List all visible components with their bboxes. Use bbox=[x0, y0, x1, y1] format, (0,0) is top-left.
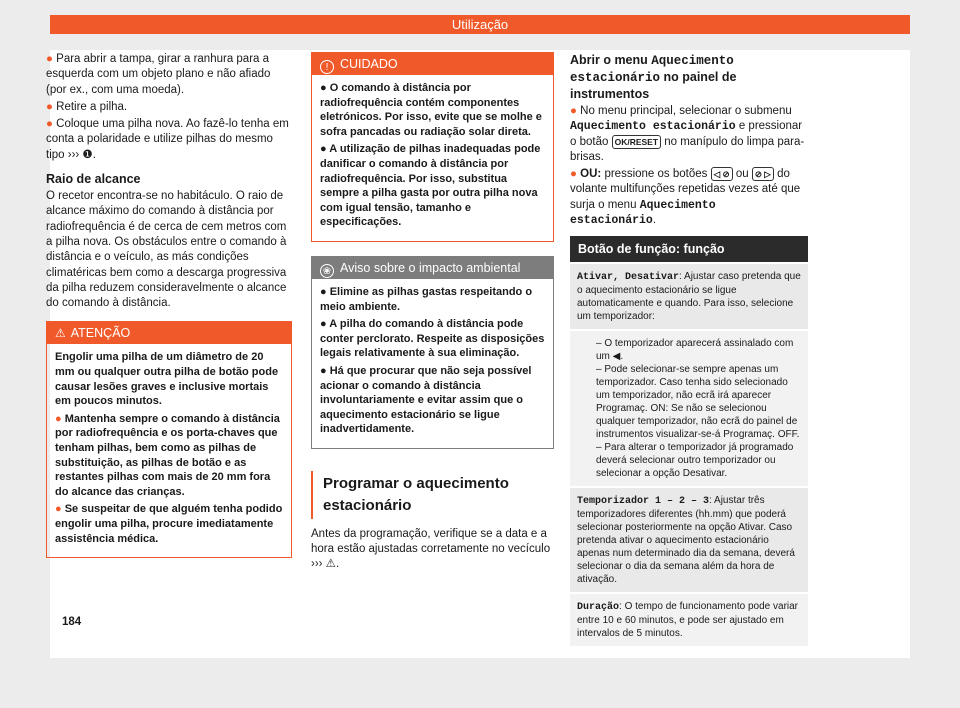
menu-bullet-1: ● No menu principal, selecionar o submenu Aquecimento estacionário e pressionar o botão OK/RESET no manípulo do limpa para-brisas. bbox=[570, 105, 805, 163]
caution-bullet: ● O comando à distância por radiofrequência contém componentes eletrónicos. Por isso, evite que se molhe e sofra pancadas ou radiação solar direta. bbox=[320, 82, 542, 138]
section-paragraph: Antes da programação, verifique se a data e a hora estão ajustadas corretamente no vecículo ››› ⚠. bbox=[311, 527, 551, 571]
bullet-dot-icon: ● bbox=[570, 168, 581, 181]
warning-bullet: ● Mantenha sempre o comando à distância por radiofrequência e os porta-chaves que tenham pilhas, bem como as pilhas de substituição, as pilhas de botão e as restantes pilhas com mais de 20 mm fora do alcance das crianças. bbox=[55, 412, 280, 498]
warning-bullet: ● Se suspeitar de que alguém tenha podido engolir uma pilha, procure imediatamente assistência médica. bbox=[55, 503, 283, 545]
table-row: Ativar, Desativar: Ajustar caso pretenda que o aquecimento estacionário se ligue automaticamente e quando. Para isso, selecione um temporizador: bbox=[570, 264, 808, 329]
table-row: Duração: O tempo de funcionamento pode variar entre 10 e 60 minutos, e pode ser ajustado em intervalos de 5 minutos. bbox=[570, 594, 808, 646]
environment-header: ❀ Aviso sobre o impacto ambiental bbox=[312, 257, 553, 279]
header-title: Utilização bbox=[451, 17, 509, 32]
bullet-dot-icon: ● bbox=[570, 105, 581, 117]
column-right bbox=[570, 52, 808, 646]
section-title: Programar o aquecimento estacionário bbox=[311, 471, 554, 519]
menu-bullet-2: ● OU: pressione os botões ◁ ⊘ ou ⊘ ▷ do volante multifunções repetidas vezes até que surja o menu Aquecimento estacionário. bbox=[570, 168, 801, 228]
environment-box bbox=[311, 256, 554, 449]
bullet-dot-icon: ● bbox=[55, 503, 65, 516]
function-table-header: Botão de função: função bbox=[570, 236, 808, 262]
caution-header: ! CUIDADO bbox=[312, 53, 553, 75]
bullet-dot-icon: ● bbox=[55, 412, 65, 425]
bullet-dot-icon: ● bbox=[46, 53, 57, 65]
left-button-icon: ◁ ⊘ bbox=[711, 167, 733, 181]
page-header bbox=[50, 15, 910, 34]
column-middle bbox=[311, 52, 554, 575]
warning-triangle-icon: ⚠ bbox=[55, 326, 66, 341]
info-circle-icon: ! bbox=[320, 60, 334, 74]
warning-intro: Engolir uma pilha de um diâmetro de 20 mm ou qualquer outra pilha de botão pode causar lesões graves e inclusive mortais em poucos minutos. bbox=[55, 351, 279, 408]
bullet-dot-icon: ● bbox=[46, 100, 57, 113]
table-row: – O temporizador aparecerá assinalado com um ◀. – Pode selecionar-se sempre apenas um temporizador. Caso tenha sido selecionado um temporizador, não ecrã irá aparecer Programaç. ON: Se não se selecionou qualquer temporizador, não ecrã do painel de instrumentos visualizar-se-á Programaç. OFF. – Para alterar o temporizador já programado deverá selecionar outro temporizador ou selecionar a opção Desativar. bbox=[570, 331, 808, 486]
env-bullet: ● Há que procurar que não seja possível acionar o comando à distância involuntariamente e evitar assim que o aquecimento estacionário se ligue inadvertidamente. bbox=[320, 364, 532, 436]
warning-box bbox=[46, 321, 292, 558]
right-button-icon: ⊘ ▷ bbox=[752, 167, 774, 181]
caution-box bbox=[311, 52, 554, 242]
ok-reset-key-icon: OK/RESET bbox=[612, 135, 661, 149]
table-row: Temporizador 1 – 2 – 3: Ajustar três temporizadores diferentes (hh.mm) que poderá selecionar posteriormente na opção Ativar. Caso pretenda ativar o aquecimento estacionário apenas num determinado dia da semana, deverá selecionar o dia da semana além da hora de ativação. bbox=[570, 488, 808, 592]
menu-heading: Abrir o menu Aquecimento estacionário no painel de instrumentos bbox=[570, 53, 737, 101]
page-number: 184 bbox=[62, 616, 82, 628]
warning-header: ⚠ ATENÇÃO bbox=[47, 322, 291, 344]
column-left bbox=[46, 52, 292, 558]
bullet-dot-icon: ● bbox=[46, 118, 57, 131]
env-bullet: ● A pilha do comando à distância pode conter perclorato. Respeite as disposições legais relativamente à sua eliminação. bbox=[320, 318, 545, 360]
bullet-insert-battery: ● Coloque uma pilha nova. Ao fazê-lo tenha em conta a polaridade e utilize pilhas do mesmo tipo ››› ❶. bbox=[46, 118, 289, 161]
env-bullet: ● Elimine as pilhas gastas respeitando o meio ambiente. bbox=[320, 285, 533, 313]
range-paragraph: O recetor encontra-se no habitáculo. O raio de alcance máximo do comando à distância por radiofrequência é de cerca de cem metros com a pilha nova. Os obstáculos entre o comando à distância e o veículo, as más condições climatéricas bem como a descarga progressiva da pilha reduzem consideravelmente o alcance do comando à distância. bbox=[46, 190, 287, 310]
caution-bullet: ● A utilização de pilhas inadequadas pode danificar o comando à distância por radiofrequência. Por isso, substitua sempre a pilha gasta por outra pilha nova com igual tensão, tamanho e especificações. bbox=[320, 143, 541, 229]
leaf-icon: ❀ bbox=[320, 264, 334, 278]
bullet-open-cover: ● Para abrir a tampa, girar a ranhura para a esquerda com um objeto plano e não afiado (por ex., com uma moeda). bbox=[46, 53, 271, 96]
range-heading: Raio de alcance bbox=[46, 172, 141, 187]
bullet-remove-battery: ● Retire a pilha. bbox=[46, 100, 128, 113]
